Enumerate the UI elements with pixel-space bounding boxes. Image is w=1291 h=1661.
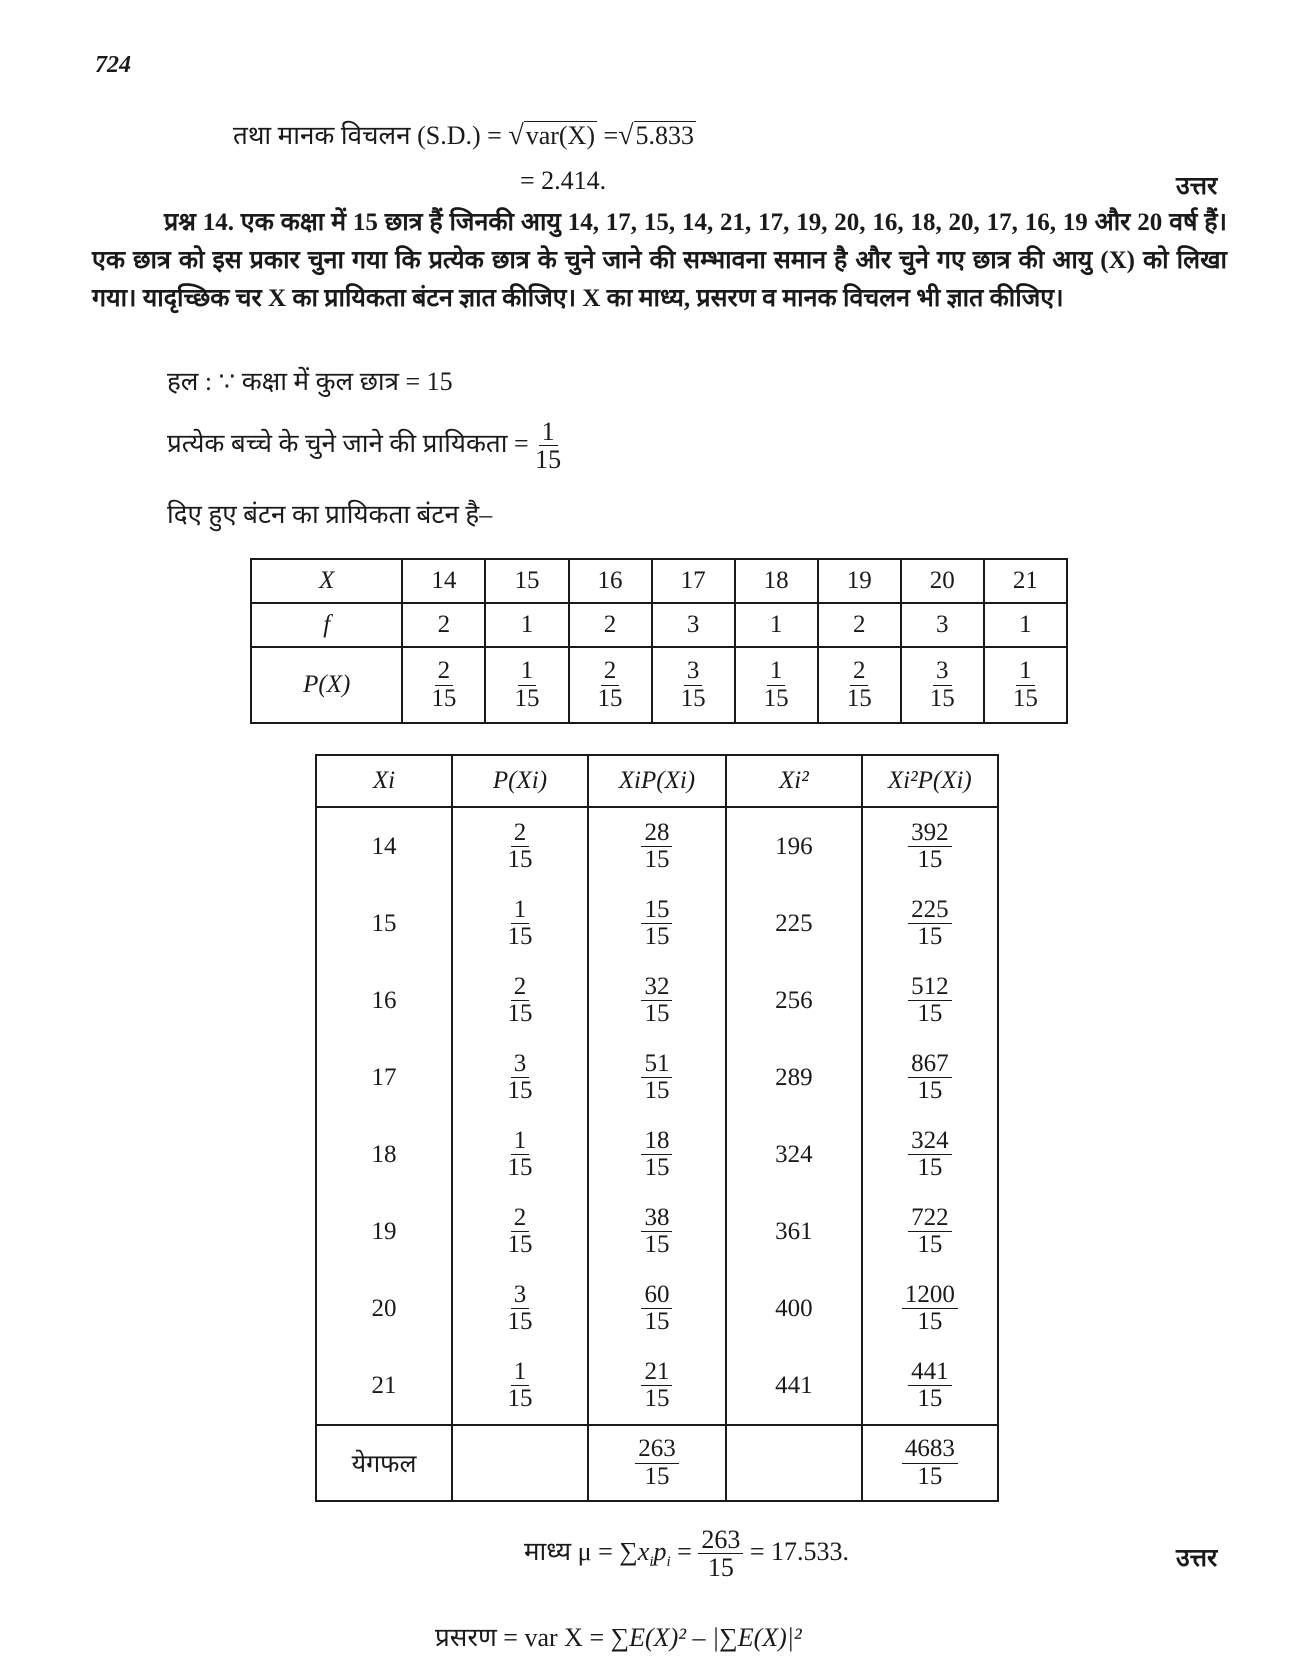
- mean-equation: माध्य $\mu = \sum x_ip_i$ = $\frac{263}{15}$ = 17.533.: [524, 1525, 850, 1583]
- page-number: 724: [95, 52, 131, 78]
- px-cell: $\frac{2}{15}$: [402, 647, 485, 723]
- mean-sum: $\sum x_ip_i$: [619, 1536, 671, 1570]
- variance-label: प्रसरण = var X =: [435, 1623, 605, 1652]
- x-cell: 17: [652, 559, 735, 603]
- xi2pxi-cell: $\frac{722}{15}$: [862, 1193, 998, 1270]
- xi2-cell: 361: [726, 1193, 862, 1270]
- xipxi-cell: $\frac{18}{15}$: [588, 1116, 726, 1193]
- f-cell: 1: [485, 603, 568, 647]
- header-xipxi: XiP(Xi): [588, 755, 726, 807]
- total-label: येगफल: [316, 1425, 452, 1501]
- xipxi-cell: $\frac{38}{15}$: [588, 1193, 726, 1270]
- header-xi2: Xi²: [726, 755, 862, 807]
- probability-label: प्रत्येक बच्चे के चुने जाने की प्रायिकता =: [167, 428, 529, 458]
- x-cell: 21: [984, 559, 1067, 603]
- question-text: प्रश्न 14. एक कक्षा में 15 छात्र हैं जिनकी आयु 14, 17, 15, 14, 21, 17, 19, 20, 16, 18, 20, 17, 16, 19 और 20 वर्ष हैं। एक छात्र को इस प्रकार चुना गया कि प्रत्येक छात्र के चुने जाने की सम्भावना समान है और चुने गए छात्र की आयु (X) को लिखा गया। यादृच्छिक चर X का प्रायिकता बंटन ज्ञात कीजिए। X का माध्य, प्रसरण व मानक विचलन भी ज्ञात कीजिए।: [92, 209, 1227, 312]
- answer-tag: उत्तर: [1176, 173, 1218, 200]
- xipxi-cell: $\frac{15}{15}$: [588, 885, 726, 962]
- table-row: [316, 1193, 998, 1270]
- px-cell: $\frac{2}{15}$: [569, 647, 652, 723]
- xi2pxi-cell: $\frac{225}{15}$: [862, 885, 998, 962]
- px-row: [251, 647, 1067, 723]
- probability-distribution-table: [250, 558, 1068, 724]
- x-cell: 19: [818, 559, 901, 603]
- f-cell: 2: [402, 603, 485, 647]
- pxi-cell: $\frac{3}{15}$: [452, 1039, 588, 1116]
- table-row: [316, 807, 998, 885]
- equals-sign: =: [603, 121, 619, 150]
- xipxi-cell: $\frac{51}{15}$: [588, 1039, 726, 1116]
- xi-cell: 16: [316, 962, 452, 1039]
- px-cell: $\frac{2}{15}$: [818, 647, 901, 723]
- pxi-cell: $\frac{1}{15}$: [452, 885, 588, 962]
- table-row: [316, 1116, 998, 1193]
- xi-cell: 19: [316, 1193, 452, 1270]
- xipxi-cell: $\frac{32}{15}$: [588, 962, 726, 1039]
- f-cell: 1: [735, 603, 818, 647]
- header-pxi: P(Xi): [452, 755, 588, 807]
- table-row: [316, 885, 998, 962]
- computation-table: [315, 754, 999, 1502]
- px-cell: $\frac{1}{15}$: [485, 647, 568, 723]
- row-label-px: P(X): [251, 647, 402, 723]
- variance-expression: ∑E(X)² – |∑E(X)|²: [610, 1623, 802, 1652]
- xi-cell: 20: [316, 1270, 452, 1347]
- sqrt-value: 5.833: [635, 121, 695, 150]
- sqrt-var-x: var(X): [525, 121, 595, 150]
- x-row: [251, 559, 1067, 603]
- pxi-cell: $\frac{2}{15}$: [452, 962, 588, 1039]
- header-xi2pxi: Xi²P(Xi): [862, 755, 998, 807]
- sd-label: तथा मानक विचलन (S.D.) =: [233, 121, 502, 150]
- table-row: [316, 1347, 998, 1425]
- xi2-cell: 256: [726, 962, 862, 1039]
- variance-equation: [435, 1618, 802, 1654]
- xi2pxi-cell: $\frac{392}{15}$: [862, 807, 998, 885]
- mean-label: माध्य μ =: [524, 1536, 613, 1566]
- xi2-cell: 196: [726, 807, 862, 885]
- pxi-cell: $\frac{2}{15}$: [452, 807, 588, 885]
- xi-cell: 14: [316, 807, 452, 885]
- f-cell: 2: [569, 603, 652, 647]
- f-row: [251, 603, 1067, 647]
- total-row: [316, 1425, 998, 1501]
- probability-line: [167, 418, 561, 474]
- mean-fraction: $\frac{263}{15}$: [698, 1526, 743, 1582]
- x-cell: 16: [569, 559, 652, 603]
- xi2pxi-cell: $\frac{1200}{15}$: [862, 1270, 998, 1347]
- table-row: [316, 1270, 998, 1347]
- row-label-x: X: [251, 559, 402, 603]
- px-cell: $\frac{3}{15}$: [901, 647, 984, 723]
- xi2-cell: 324: [726, 1116, 862, 1193]
- xi-cell: 15: [316, 885, 452, 962]
- xipxi-cell: $\frac{21}{15}$: [588, 1347, 726, 1425]
- xipxi-cell: $\frac{60}{15}$: [588, 1270, 726, 1347]
- xi-cell: 21: [316, 1347, 452, 1425]
- xi2pxi-cell: $\frac{324}{15}$: [862, 1116, 998, 1193]
- xi2pxi-cell: $\frac{512}{15}$: [862, 962, 998, 1039]
- table-row: [316, 1039, 998, 1116]
- solution-hal: हल : ∵ कक्षा में कुल छात्र = 15: [167, 367, 453, 396]
- xi-cell: 17: [316, 1039, 452, 1116]
- xi2-cell: 400: [726, 1270, 862, 1347]
- x-cell: 20: [901, 559, 984, 603]
- header-xi: Xi: [316, 755, 452, 807]
- mean-result: = 17.533.: [749, 1536, 850, 1566]
- x-cell: 15: [485, 559, 568, 603]
- sd-result: = 2.414.: [520, 166, 607, 195]
- distribution-intro: दिए हुए बंटन का प्रायिकता बंटन है–: [167, 500, 493, 529]
- xi2pxi-cell: $\frac{441}{15}$: [862, 1347, 998, 1425]
- sd-equation: तथा मानक विचलन (S.D.) = √var(X) =√5.833: [233, 120, 695, 151]
- xi2pxi-cell: $\frac{867}{15}$: [862, 1039, 998, 1116]
- f-cell: 1: [984, 603, 1067, 647]
- f-cell: 3: [652, 603, 735, 647]
- xipxi-cell: $\frac{28}{15}$: [588, 807, 726, 885]
- pxi-cell: $\frac{1}{15}$: [452, 1347, 588, 1425]
- answer-tag-mean: उत्तर: [1176, 1545, 1218, 1572]
- xi2-cell: 441: [726, 1347, 862, 1425]
- f-cell: 2: [818, 603, 901, 647]
- xi-cell: 18: [316, 1116, 452, 1193]
- total-empty: [726, 1425, 862, 1501]
- px-cell: $\frac{3}{15}$: [652, 647, 735, 723]
- pxi-cell: $\frac{1}{15}$: [452, 1116, 588, 1193]
- xi2-cell: 289: [726, 1039, 862, 1116]
- pxi-cell: $\frac{2}{15}$: [452, 1193, 588, 1270]
- x-cell: 18: [735, 559, 818, 603]
- total-xp: $\frac{263}{15}$: [588, 1425, 726, 1501]
- total-x2p: $\frac{4683}{15}$: [862, 1425, 998, 1501]
- table-row: [316, 962, 998, 1039]
- xi2-cell: 225: [726, 885, 862, 962]
- header-row: [316, 755, 998, 807]
- pxi-cell: $\frac{3}{15}$: [452, 1270, 588, 1347]
- x-cell: 14: [402, 559, 485, 603]
- f-cell: 3: [901, 603, 984, 647]
- px-cell: $\frac{1}{15}$: [735, 647, 818, 723]
- probability-fraction: $\frac{1}{15}$: [535, 417, 562, 475]
- row-label-f: f: [251, 603, 402, 647]
- total-empty: [452, 1425, 588, 1501]
- px-cell: $\frac{1}{15}$: [984, 647, 1067, 723]
